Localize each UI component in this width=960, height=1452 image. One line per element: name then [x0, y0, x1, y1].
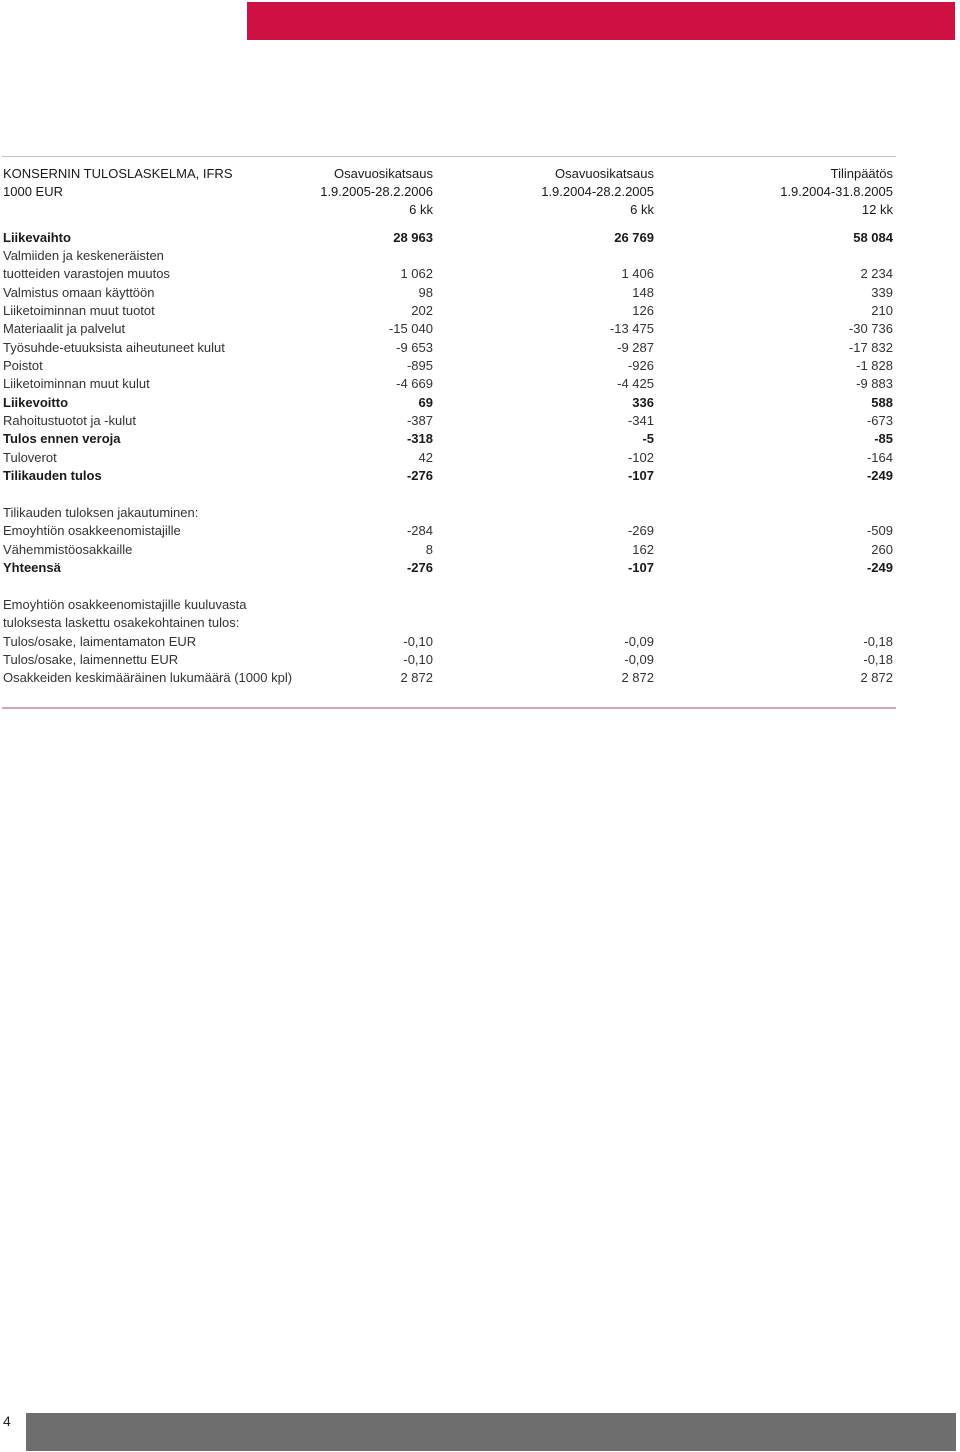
- row-label: Osakkeiden keskimääräinen lukumäärä (1000 kpl): [3, 670, 293, 685]
- row-label: Yhteensä: [3, 560, 61, 575]
- row-value: -4 425: [617, 376, 654, 391]
- row-value: -276: [406, 468, 433, 483]
- row-value: -13 475: [609, 321, 654, 336]
- table-top-rule: [2, 156, 896, 157]
- col3-heading: Tilinpäätös: [830, 166, 893, 181]
- row-value: -0,09: [624, 634, 654, 649]
- table-row: [0, 339, 960, 357]
- row-value: -9 653: [396, 340, 433, 355]
- row-value: -107: [627, 468, 654, 483]
- row-value: -0,10: [403, 634, 433, 649]
- header-row-1: [0, 165, 960, 183]
- row-value: 336: [632, 395, 654, 410]
- row-label: Valmistus omaan käyttöön: [3, 285, 155, 300]
- row-value: 2 872: [621, 670, 654, 685]
- row-value: -102: [627, 450, 654, 465]
- row-value: -9 883: [856, 376, 893, 391]
- row-value: -895: [406, 358, 433, 373]
- row-value: -30 736: [848, 321, 893, 336]
- table-row: [0, 651, 960, 669]
- row-value: -269: [627, 523, 654, 538]
- row-label: Tulos ennen veroja: [3, 431, 121, 446]
- unit-label: 1000 EUR: [3, 184, 63, 199]
- row-value: 210: [871, 303, 893, 318]
- col3-length: 12 kk: [861, 202, 893, 217]
- row-value: 260: [871, 542, 893, 557]
- distribution-heading: [0, 504, 960, 522]
- table-row: [0, 559, 960, 577]
- row-value: 202: [411, 303, 433, 318]
- row-value: 2 872: [860, 670, 893, 685]
- row-label: Työsuhde-etuuksista aiheutuneet kulut: [3, 340, 225, 355]
- row-value: 2 872: [400, 670, 433, 685]
- table-row: [0, 375, 960, 393]
- row-value: 58 084: [853, 230, 893, 245]
- col1-period: 1.9.2005-28.2.2006: [320, 184, 433, 199]
- row-value: 162: [632, 542, 654, 557]
- row-value: -0,18: [863, 652, 893, 667]
- row-value: 1 406: [621, 266, 654, 281]
- row-value: -673: [866, 413, 893, 428]
- col2-length: 6 kk: [630, 202, 654, 217]
- header-row-2: [0, 183, 960, 201]
- row-value: -249: [866, 560, 893, 575]
- row-value: -17 832: [848, 340, 893, 355]
- row-value: -164: [866, 450, 893, 465]
- table-row: [0, 467, 960, 485]
- footer-bar: [26, 1413, 956, 1451]
- row-value: -284: [406, 523, 433, 538]
- col2-heading: Osavuosikatsaus: [555, 166, 654, 181]
- row-value: 148: [632, 285, 654, 300]
- row-label: Valmiiden ja keskeneräisten: [3, 248, 164, 263]
- row-label: Emoyhtiön osakkeenomistajille: [3, 523, 181, 538]
- col1-length: 6 kk: [409, 202, 433, 217]
- row-label: Rahoitustuotot ja -kulut: [3, 413, 136, 428]
- row-label: Tulos/osake, laimennettu EUR: [3, 652, 179, 667]
- eps-heading-line-2: [0, 614, 960, 632]
- table-title: KONSERNIN TULOSLASKELMA, IFRS: [3, 166, 233, 181]
- row-value: 1 062: [400, 266, 433, 281]
- table-row: [0, 394, 960, 412]
- table-row: [0, 669, 960, 687]
- table-row: [0, 449, 960, 467]
- row-value: 42: [418, 450, 433, 465]
- row-value: 28 963: [393, 230, 433, 245]
- row-value: -85: [874, 431, 893, 446]
- section-heading: Emoyhtiön osakkeenomistajille kuuluvasta: [3, 597, 247, 612]
- row-value: -318: [406, 431, 433, 446]
- row-label: Liikevoitto: [3, 395, 69, 410]
- row-label: Tilikauden tulos: [3, 468, 102, 483]
- row-value: -15 040: [388, 321, 433, 336]
- table-row: [0, 430, 960, 448]
- table-row: [0, 302, 960, 320]
- row-value: 98: [418, 285, 433, 300]
- row-value: 8: [425, 542, 433, 557]
- row-value: -0,18: [863, 634, 893, 649]
- row-value: -1 828: [856, 358, 893, 373]
- table-row: [0, 412, 960, 430]
- row-value: -4 669: [396, 376, 433, 391]
- table-row: [0, 541, 960, 559]
- row-value: -0,10: [403, 652, 433, 667]
- section-heading: Tilikauden tuloksen jakautuminen:: [3, 505, 199, 520]
- col2-period: 1.9.2004-28.2.2005: [541, 184, 654, 199]
- top-accent-bar: [247, 2, 955, 40]
- row-value: -5: [642, 431, 654, 446]
- row-label: Tuloverot: [3, 450, 57, 465]
- row-value: -926: [627, 358, 654, 373]
- table-row: [0, 320, 960, 338]
- table-row: [0, 229, 960, 247]
- row-value: -0,09: [624, 652, 654, 667]
- row-label: Liiketoiminnan muut kulut: [3, 376, 150, 391]
- table-row: [0, 357, 960, 375]
- row-value: -276: [406, 560, 433, 575]
- page-number: 4: [3, 1413, 11, 1429]
- row-value: -341: [627, 413, 654, 428]
- row-value: 69: [418, 395, 433, 410]
- row-label: Tulos/osake, laimentamaton EUR: [3, 634, 197, 649]
- col3-period: 1.9.2004-31.8.2005: [780, 184, 893, 199]
- row-value: 2 234: [860, 266, 893, 281]
- row-value: 126: [632, 303, 654, 318]
- table-row: [0, 284, 960, 302]
- eps-heading-line-1: [0, 596, 960, 614]
- header-row-3: [0, 201, 960, 219]
- row-value: -107: [627, 560, 654, 575]
- table-bottom-rule: [2, 707, 896, 709]
- table-row: [0, 265, 960, 283]
- row-value: -509: [866, 523, 893, 538]
- row-label: Poistot: [3, 358, 43, 373]
- section-heading: tuloksesta laskettu osakekohtainen tulos:: [3, 615, 240, 630]
- table-row: [0, 522, 960, 540]
- row-value: -249: [866, 468, 893, 483]
- row-value: -9 287: [617, 340, 654, 355]
- row-label: tuotteiden varastojen muutos: [3, 266, 170, 281]
- row-label: Liiketoiminnan muut tuotot: [3, 303, 155, 318]
- table-row: [0, 247, 960, 265]
- row-label: Vähemmistöosakkaille: [3, 542, 133, 557]
- row-value: 26 769: [614, 230, 654, 245]
- row-value: 588: [871, 395, 893, 410]
- table-row: [0, 633, 960, 651]
- row-value: -387: [406, 413, 433, 428]
- col1-heading: Osavuosikatsaus: [334, 166, 433, 181]
- row-label: Materiaalit ja palvelut: [3, 321, 126, 336]
- row-label: Liikevaihto: [3, 230, 71, 245]
- row-value: 339: [871, 285, 893, 300]
